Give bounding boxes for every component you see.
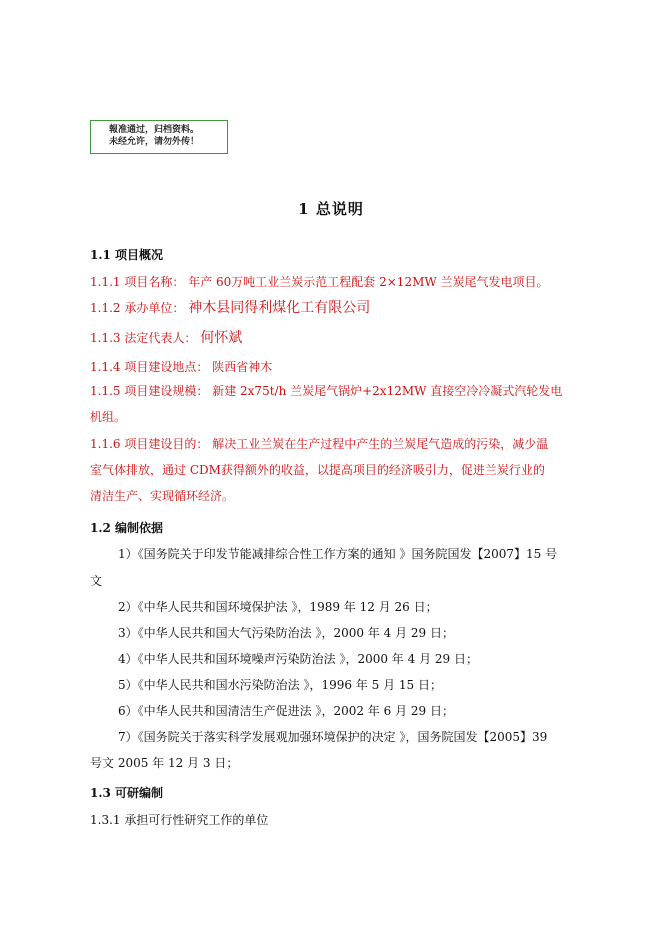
stamp-line-2: 未经允许，请勿外传！	[109, 137, 200, 147]
item-label: 项目建设地点：	[124, 360, 209, 374]
stamp-line-1: 報准通过，归档资料。	[109, 125, 200, 135]
item-number: 1.1.5	[90, 384, 121, 398]
section-heading-1-1: 1.1 项目概况	[90, 248, 164, 262]
reference-4: 4）《中华人民共和国环境噪声污染防治法 》，2000 年 4 月 29 日；	[118, 652, 478, 666]
reference-1-continued: 文	[90, 574, 103, 588]
reference-7-continued: 号文 2005 年 12 月 3 日；	[90, 756, 239, 770]
item-label: 项目建设规模：	[124, 384, 209, 398]
item-1-1-6-continued-2: 清洁生产、实现循环经济。	[90, 489, 235, 503]
item-value: 何怀斌	[200, 330, 243, 346]
item-1-1-3	[90, 330, 242, 346]
section-heading-1-2: 1.2 编制依据	[90, 521, 164, 535]
item-number: 1.1.2	[90, 301, 121, 315]
item-number: 1.1.4	[90, 360, 121, 374]
section-heading-1-3: 1.3 可研编制	[90, 786, 164, 800]
item-number: 1.1.1	[90, 275, 121, 289]
reference-2: 2）《中华人民共和国环境保护法 》，1989 年 12 月 26 日；	[118, 600, 438, 614]
item-label: 项目名称：	[124, 275, 185, 289]
item-1-1-1	[90, 274, 549, 290]
item-1-1-6-continued-1: 室气体排放，通过 CDM获得额外的收益，以提高项目的经济吸引力，促进兰炭行业的	[90, 463, 545, 477]
item-label: 法定代表人：	[124, 331, 197, 345]
page-title: 1 总说明	[298, 200, 364, 218]
item-1-1-4	[90, 359, 272, 375]
reference-7: 7）《国务院关于落实科学发展观加强环境保护的决定 》，国务院国发【2005】39	[118, 730, 548, 744]
approval-stamp	[90, 120, 228, 154]
item-1-3-1: 1.3.1 承担可行性研究工作的单位	[90, 813, 269, 827]
item-value: 新建 2x75t/h 兰炭尾气锅炉+2x12MW 直接空冷冷凝式汽轮发电	[212, 384, 563, 398]
item-1-1-5-continued: 机组。	[90, 410, 127, 424]
reference-5: 5）《中华人民共和国水污染防治法 》，1996 年 5 月 15 日；	[118, 678, 442, 692]
item-label: 承办单位：	[124, 301, 185, 315]
reference-3: 3）《中华人民共和国大气污染防治法 》，2000 年 4 月 29 日；	[118, 626, 454, 640]
item-value: 陕西省神木	[212, 360, 273, 374]
item-value: 解决工业兰炭在生产过程中产生的兰炭尾气造成的污染，减少温	[212, 437, 549, 451]
item-1-1-5	[90, 383, 562, 399]
reference-1: 1）《国务院关于印发节能减排综合性工作方案的通知 》国务院国发【2007】15 号	[118, 547, 558, 561]
item-number: 1.1.3	[90, 331, 121, 345]
reference-6: 6）《中华人民共和国清洁生产促进法 》，2002 年 6 月 29 日；	[118, 704, 454, 718]
item-value: 年产 60万吨工业兰炭示范工程配套 2×12MW 兰炭尾气发电项目。	[188, 275, 549, 289]
item-label: 项目建设目的：	[124, 437, 209, 451]
item-number: 1.1.6	[90, 437, 121, 451]
item-value: 神木县同得利煤化工有限公司	[188, 300, 371, 316]
item-1-1-2	[90, 300, 370, 316]
item-1-1-6	[90, 436, 548, 452]
